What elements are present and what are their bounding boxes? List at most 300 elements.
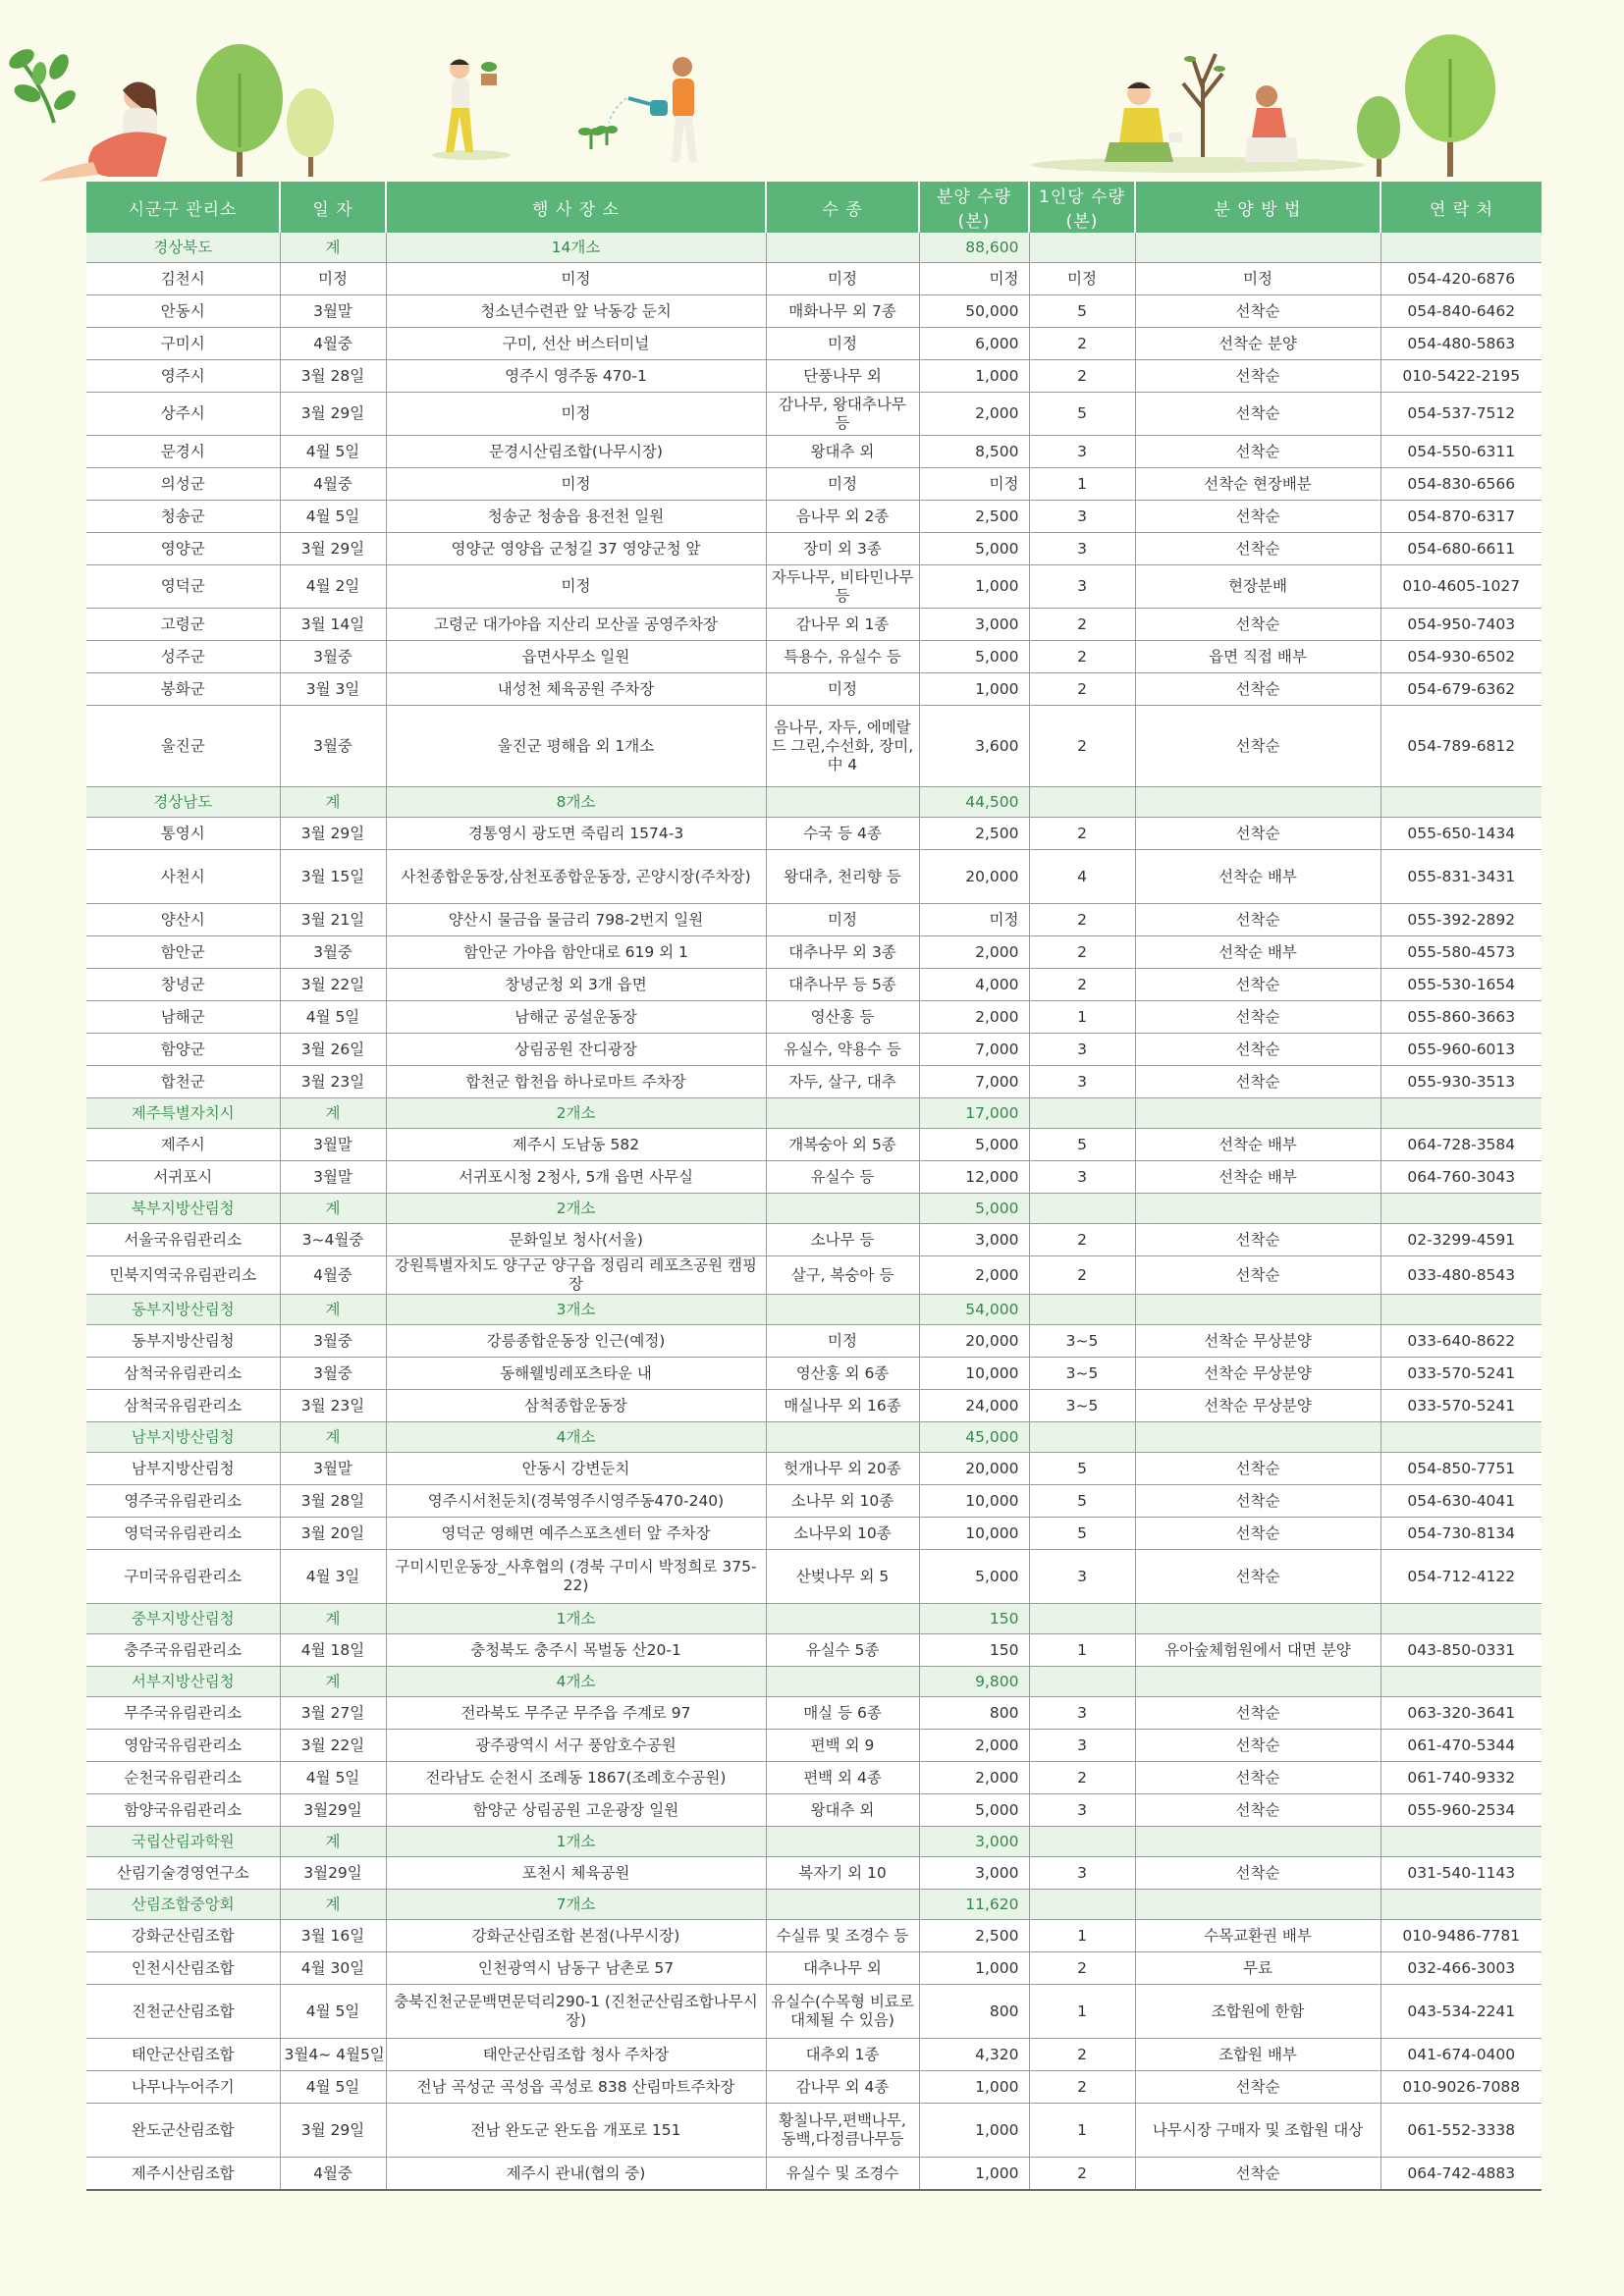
- cell-date: 3월 21일: [280, 904, 386, 936]
- cell-method: 선착순: [1135, 1697, 1380, 1730]
- cell-date: 3월 27일: [280, 1697, 386, 1730]
- cell-method: 선착순: [1135, 2071, 1380, 2104]
- cell-district: 완도군산림조합: [86, 2104, 280, 2158]
- cell-quantity: 4,000: [919, 969, 1029, 1001]
- cell-species: 음나무, 자두, 에메랄드 그린,수선화, 장미, 中 4: [766, 706, 919, 787]
- cell-district: 나무나누어주기: [86, 2071, 280, 2104]
- cell-per-person: 1: [1029, 2104, 1135, 2158]
- cell-species: 살구, 복숭아 등: [766, 1256, 919, 1295]
- cell-place: 미정: [386, 393, 766, 436]
- cell-quantity: 50,000: [919, 295, 1029, 328]
- table-row: [86, 1453, 1542, 1485]
- table-row: [86, 1920, 1542, 1952]
- cell-method: 선착순: [1135, 295, 1380, 328]
- cell-species: 영산홍 등: [766, 1001, 919, 1034]
- group-name: 산림조합중앙회: [86, 1890, 280, 1920]
- cell-date: 3월 14일: [280, 609, 386, 641]
- cell-contact: 054-550-6311: [1380, 436, 1542, 468]
- cell-quantity: 2,000: [919, 1730, 1029, 1762]
- group-place-count: 2개소: [386, 1098, 766, 1129]
- cell-per-person: 2: [1029, 641, 1135, 673]
- table-row: [86, 360, 1542, 393]
- cell-district: 남해군: [86, 1001, 280, 1034]
- group-contact: [1380, 787, 1542, 818]
- cell-method: 무료: [1135, 1952, 1380, 1985]
- cell-contact: 055-392-2892: [1380, 904, 1542, 936]
- cell-contact: 032-466-3003: [1380, 1952, 1542, 1985]
- cell-contact: 055-930-3513: [1380, 1066, 1542, 1098]
- cell-per-person: 2: [1029, 1224, 1135, 1256]
- cell-date: 3월중: [280, 1358, 386, 1390]
- table-row: [86, 533, 1542, 565]
- cell-place: 제주시 도남동 582: [386, 1129, 766, 1161]
- cell-species: 미정: [766, 673, 919, 706]
- cell-date: 3월 20일: [280, 1518, 386, 1550]
- group-place-count: 14개소: [386, 233, 766, 263]
- cell-method: 선착순: [1135, 1857, 1380, 1890]
- cell-method: 선착순: [1135, 1794, 1380, 1827]
- group-place-count: 8개소: [386, 787, 766, 818]
- cell-per-person: 3: [1029, 1034, 1135, 1066]
- group-summary-row: [86, 1098, 1542, 1129]
- table-row: [86, 2158, 1542, 2191]
- cell-quantity: 1,000: [919, 1952, 1029, 1985]
- cell-quantity: 10,000: [919, 1485, 1029, 1518]
- cell-place: 강원특별자치도 양구군 양구읍 정림리 레포츠공원 캠핑장: [386, 1256, 766, 1295]
- cell-date: 4월중: [280, 468, 386, 501]
- cell-species: 소나무외 10종: [766, 1518, 919, 1550]
- cell-quantity: 미정: [919, 468, 1029, 501]
- header-contact: 연 락 처: [1380, 182, 1542, 233]
- cell-district: 함양국유림관리소: [86, 1794, 280, 1827]
- cell-date: 3월 22일: [280, 969, 386, 1001]
- cell-district: 청송군: [86, 501, 280, 533]
- cell-species: 유실수(수목형 비료로 대체될 수 있음): [766, 1985, 919, 2039]
- cell-species: 대추나무 등 5종: [766, 969, 919, 1001]
- table-body: [86, 233, 1542, 2190]
- cell-place: 경통영시 광도면 죽림리 1574-3: [386, 818, 766, 850]
- cell-quantity: 2,500: [919, 1920, 1029, 1952]
- cell-district: 함양군: [86, 1034, 280, 1066]
- cell-method: 선착순: [1135, 1762, 1380, 1794]
- group-per-person: [1029, 233, 1135, 263]
- cell-place: 창녕군청 외 3개 읍면: [386, 969, 766, 1001]
- cell-per-person: 미정: [1029, 263, 1135, 295]
- group-method: [1135, 1422, 1380, 1453]
- cell-date: 3월중: [280, 936, 386, 969]
- cell-species: 편백 외 9: [766, 1730, 919, 1762]
- cell-date: 4월 2일: [280, 565, 386, 609]
- cell-district: 충주국유림관리소: [86, 1634, 280, 1667]
- header-place: 행 사 장 소: [386, 182, 766, 233]
- cell-species: 유실수 등: [766, 1161, 919, 1194]
- group-species: [766, 1295, 919, 1325]
- cell-quantity: 10,000: [919, 1358, 1029, 1390]
- cell-date: 3월 23일: [280, 1390, 386, 1422]
- table-row: [86, 2071, 1542, 2104]
- cell-district: 김천시: [86, 263, 280, 295]
- cell-district: 영주시: [86, 360, 280, 393]
- cell-place: 전라북도 무주군 무주읍 주계로 97: [386, 1697, 766, 1730]
- group-total: 17,000: [919, 1098, 1029, 1129]
- cell-place: 광주광역시 서구 풍암호수공원: [386, 1730, 766, 1762]
- group-name: 국립산림과학원: [86, 1827, 280, 1857]
- group-name: 남부지방산림청: [86, 1422, 280, 1453]
- header-method: 분 양 방 법: [1135, 182, 1380, 233]
- cell-per-person: 2: [1029, 706, 1135, 787]
- table-row: [86, 1256, 1542, 1295]
- group-date: 계: [280, 1194, 386, 1224]
- cell-contact: 054-480-5863: [1380, 328, 1542, 360]
- cell-method: 선착순 배부: [1135, 850, 1380, 904]
- cell-species: 미정: [766, 263, 919, 295]
- group-per-person: [1029, 787, 1135, 818]
- cell-quantity: 5,000: [919, 1794, 1029, 1827]
- group-total: 45,000: [919, 1422, 1029, 1453]
- tree-icon: [287, 88, 334, 177]
- cell-place: 인천광역시 남동구 남촌로 57: [386, 1952, 766, 1985]
- table-row: [86, 1034, 1542, 1066]
- cell-quantity: 2,000: [919, 936, 1029, 969]
- cell-method: 선착순: [1135, 1066, 1380, 1098]
- cell-date: 3월말: [280, 1129, 386, 1161]
- cell-contact: 054-870-6317: [1380, 501, 1542, 533]
- cell-method: 조합원 배부: [1135, 2039, 1380, 2071]
- group-species: [766, 1667, 919, 1697]
- cell-place: 상림공원 잔디광장: [386, 1034, 766, 1066]
- group-date: 계: [280, 1422, 386, 1453]
- sapling-icon: [1183, 54, 1225, 157]
- cell-place: 구미, 선산 버스터미널: [386, 328, 766, 360]
- cell-species: 영산홍 외 6종: [766, 1358, 919, 1390]
- table-row: [86, 969, 1542, 1001]
- table-row: [86, 1952, 1542, 1985]
- group-method: [1135, 787, 1380, 818]
- table-row: [86, 1485, 1542, 1518]
- cell-district: 울진군: [86, 706, 280, 787]
- cell-date: 3월중: [280, 1325, 386, 1358]
- cell-method: 선착순: [1135, 673, 1380, 706]
- seedling-distribution-table: [86, 182, 1542, 2191]
- group-contact: [1380, 1422, 1542, 1453]
- cell-place: 제주시 관내(협의 중): [386, 2158, 766, 2191]
- cell-contact: 054-730-8134: [1380, 1518, 1542, 1550]
- cell-species: 개복숭아 외 5종: [766, 1129, 919, 1161]
- group-name: 북부지방산림청: [86, 1194, 280, 1224]
- cell-date: 3월중: [280, 641, 386, 673]
- cell-district: 사천시: [86, 850, 280, 904]
- cell-method: 유아숲체험원에서 대면 분양: [1135, 1634, 1380, 1667]
- cell-per-person: 1: [1029, 1634, 1135, 1667]
- cell-place: 서귀포시청 2청사, 5개 읍면 사무실: [386, 1161, 766, 1194]
- group-method: [1135, 1194, 1380, 1224]
- group-date: 계: [280, 1295, 386, 1325]
- cell-species: 수국 등 4종: [766, 818, 919, 850]
- group-summary-row: [86, 1667, 1542, 1697]
- cell-quantity: 5,000: [919, 1129, 1029, 1161]
- cell-per-person: 5: [1029, 1518, 1135, 1550]
- cell-method: 선착순: [1135, 360, 1380, 393]
- cell-quantity: 8,500: [919, 436, 1029, 468]
- cell-per-person: 1: [1029, 1001, 1135, 1034]
- cell-district: 제주시: [86, 1129, 280, 1161]
- cell-district: 통영시: [86, 818, 280, 850]
- cell-quantity: 미정: [919, 263, 1029, 295]
- cell-contact: 055-960-2534: [1380, 1794, 1542, 1827]
- table-row: [86, 1161, 1542, 1194]
- group-total: 11,620: [919, 1890, 1029, 1920]
- cell-place: 미정: [386, 565, 766, 609]
- cell-per-person: 3~5: [1029, 1358, 1135, 1390]
- cell-district: 태안군산림조합: [86, 2039, 280, 2071]
- cell-per-person: 2: [1029, 673, 1135, 706]
- cell-quantity: 2,500: [919, 501, 1029, 533]
- cell-per-person: 3: [1029, 533, 1135, 565]
- cell-contact: 054-680-6611: [1380, 533, 1542, 565]
- cell-date: 3월 3일: [280, 673, 386, 706]
- group-name: 중부지방산림청: [86, 1604, 280, 1634]
- cell-method: 수목교환권 배부: [1135, 1920, 1380, 1952]
- group-method: [1135, 1098, 1380, 1129]
- kneeling-man-figure: [1245, 85, 1298, 162]
- header-date: 일 자: [280, 182, 386, 233]
- cell-contact: 054-420-6876: [1380, 263, 1542, 295]
- cell-per-person: 5: [1029, 1129, 1135, 1161]
- cell-quantity: 24,000: [919, 1390, 1029, 1422]
- cell-contact: 061-552-3338: [1380, 2104, 1542, 2158]
- group-place-count: 3개소: [386, 1295, 766, 1325]
- cell-per-person: 3: [1029, 565, 1135, 609]
- cell-place: 함안군 가야읍 함안대로 619 외 1: [386, 936, 766, 969]
- group-date: 계: [280, 233, 386, 263]
- cell-contact: 054-712-4122: [1380, 1550, 1542, 1604]
- cell-method: 선착순: [1135, 1550, 1380, 1604]
- cell-method: 선착순: [1135, 969, 1380, 1001]
- cell-quantity: 1,000: [919, 2104, 1029, 2158]
- header-species: 수 종: [766, 182, 919, 233]
- cell-method: 선착순 현장배분: [1135, 468, 1380, 501]
- cell-place: 영덕군 영해면 예주스포츠센터 앞 주차장: [386, 1518, 766, 1550]
- cell-quantity: 10,000: [919, 1518, 1029, 1550]
- table-row: [86, 501, 1542, 533]
- table-row: [86, 641, 1542, 673]
- cell-district: 강화군산림조합: [86, 1920, 280, 1952]
- group-date: 계: [280, 787, 386, 818]
- group-method: [1135, 1827, 1380, 1857]
- cell-date: 4월 3일: [280, 1550, 386, 1604]
- group-per-person: [1029, 1098, 1135, 1129]
- cell-district: 진천군산림조합: [86, 1985, 280, 2039]
- cell-date: 3월4~ 4월5일: [280, 2039, 386, 2071]
- cell-method: 조합원에 한함: [1135, 1985, 1380, 2039]
- cell-place: 고령군 대가야읍 지산리 모산골 공영주차장: [386, 609, 766, 641]
- cell-date: 4월중: [280, 1256, 386, 1295]
- cell-species: 헛개나무 외 20종: [766, 1453, 919, 1485]
- cell-species: 자두, 살구, 대추: [766, 1066, 919, 1098]
- cell-contact: 054-850-7751: [1380, 1453, 1542, 1485]
- cell-district: 구미국유림관리소: [86, 1550, 280, 1604]
- group-per-person: [1029, 1604, 1135, 1634]
- cell-place: 함양군 상림공원 고운광장 일원: [386, 1794, 766, 1827]
- cell-place: 강릉종합운동장 인근(예정): [386, 1325, 766, 1358]
- cell-contact: 010-9486-7781: [1380, 1920, 1542, 1952]
- group-summary-row: [86, 1295, 1542, 1325]
- group-contact: [1380, 1098, 1542, 1129]
- cell-method: 미정: [1135, 263, 1380, 295]
- group-method: [1135, 1295, 1380, 1325]
- cell-species: 단풍나무 외: [766, 360, 919, 393]
- table-row: [86, 468, 1542, 501]
- cell-contact: 010-4605-1027: [1380, 565, 1542, 609]
- cell-quantity: 5,000: [919, 641, 1029, 673]
- cell-place: 남해군 공설운동장: [386, 1001, 766, 1034]
- cell-district: 의성군: [86, 468, 280, 501]
- group-species: [766, 1827, 919, 1857]
- cell-date: 4월 5일: [280, 436, 386, 468]
- table-row: [86, 295, 1542, 328]
- cell-method: 현장분배: [1135, 565, 1380, 609]
- group-contact: [1380, 1827, 1542, 1857]
- table-row: [86, 706, 1542, 787]
- group-name: 동부지방산림청: [86, 1295, 280, 1325]
- cell-date: 4월중: [280, 2158, 386, 2191]
- table-row: [86, 393, 1542, 436]
- cell-species: 감나무, 왕대추나무 등: [766, 393, 919, 436]
- cell-per-person: 3~5: [1029, 1390, 1135, 1422]
- cell-place: 안동시 강변둔치: [386, 1453, 766, 1485]
- cell-contact: 064-760-3043: [1380, 1161, 1542, 1194]
- cell-contact: 061-740-9332: [1380, 1762, 1542, 1794]
- cell-place: 충청북도 충주시 목벌동 산20-1: [386, 1634, 766, 1667]
- cell-quantity: 5,000: [919, 1550, 1029, 1604]
- cell-method: 선착순: [1135, 436, 1380, 468]
- table-row: [86, 1794, 1542, 1827]
- table-row: [86, 850, 1542, 904]
- cell-contact: 063-320-3641: [1380, 1697, 1542, 1730]
- group-species: [766, 1098, 919, 1129]
- cell-contact: 033-570-5241: [1380, 1390, 1542, 1422]
- group-place-count: 4개소: [386, 1422, 766, 1453]
- cell-species: 미정: [766, 904, 919, 936]
- table-row: [86, 1550, 1542, 1604]
- cell-contact: 041-674-0400: [1380, 2039, 1542, 2071]
- cell-place: 영양군 영양읍 군청길 37 영양군청 앞: [386, 533, 766, 565]
- cell-species: 특용수, 유실수 등: [766, 641, 919, 673]
- cell-contact: 055-860-3663: [1380, 1001, 1542, 1034]
- cell-method: 선착순 배부: [1135, 1161, 1380, 1194]
- table-row: [86, 1697, 1542, 1730]
- cell-date: 4월 5일: [280, 501, 386, 533]
- kneeling-gardener-figure: [1105, 81, 1182, 162]
- cell-method: 선착순: [1135, 1518, 1380, 1550]
- cell-contact: 055-831-3431: [1380, 850, 1542, 904]
- cell-quantity: 800: [919, 1697, 1029, 1730]
- group-place-count: 1개소: [386, 1604, 766, 1634]
- cell-contact: 043-850-0331: [1380, 1634, 1542, 1667]
- cell-place: 내성천 체육공원 주차장: [386, 673, 766, 706]
- cell-contact: 033-570-5241: [1380, 1358, 1542, 1390]
- group-method: [1135, 1667, 1380, 1697]
- cell-method: 선착순: [1135, 533, 1380, 565]
- cell-method: 선착순: [1135, 2158, 1380, 2191]
- cell-per-person: 5: [1029, 1453, 1135, 1485]
- cell-method: 선착순 무상분양: [1135, 1390, 1380, 1422]
- group-contact: [1380, 1295, 1542, 1325]
- cell-quantity: 20,000: [919, 1453, 1029, 1485]
- cell-contact: 055-650-1434: [1380, 818, 1542, 850]
- sprout-icon: [578, 126, 618, 149]
- cell-species: 산벚나무 외 5: [766, 1550, 919, 1604]
- cell-per-person: 2: [1029, 328, 1135, 360]
- cell-quantity: 3,000: [919, 1224, 1029, 1256]
- cell-date: 3월말: [280, 295, 386, 328]
- cell-quantity: 2,000: [919, 1256, 1029, 1295]
- cell-contact: 054-930-6502: [1380, 641, 1542, 673]
- cell-place: 전라남도 순천시 조례동 1867(조례호수공원): [386, 1762, 766, 1794]
- cell-per-person: 3~5: [1029, 1325, 1135, 1358]
- cell-species: 편백 외 4종: [766, 1762, 919, 1794]
- group-per-person: [1029, 1890, 1135, 1920]
- cell-date: 3월 29일: [280, 818, 386, 850]
- group-summary-row: [86, 233, 1542, 263]
- cell-district: 순천국유림관리소: [86, 1762, 280, 1794]
- cell-method: 선착순: [1135, 393, 1380, 436]
- cell-per-person: 1: [1029, 1920, 1135, 1952]
- cell-district: 무주국유림관리소: [86, 1697, 280, 1730]
- cell-method: 선착순: [1135, 1034, 1380, 1066]
- table-row: [86, 1066, 1542, 1098]
- cell-contact: 064-728-3584: [1380, 1129, 1542, 1161]
- cell-quantity: 3,000: [919, 609, 1029, 641]
- header-district: 시군구 관리소: [86, 182, 280, 233]
- cell-place: 구미시민운동장_사후협의 (경북 구미시 박정희로 375-22): [386, 1550, 766, 1604]
- cell-method: 선착순: [1135, 1256, 1380, 1295]
- cell-date: 4월 30일: [280, 1952, 386, 1985]
- cell-date: 3월중: [280, 706, 386, 787]
- cell-per-person: 2: [1029, 936, 1135, 969]
- group-place-count: 7개소: [386, 1890, 766, 1920]
- cell-per-person: 3: [1029, 1794, 1135, 1827]
- group-contact: [1380, 1667, 1542, 1697]
- table-row: [86, 1762, 1542, 1794]
- cell-method: 선착순: [1135, 609, 1380, 641]
- cell-place: 동해웰빙레포츠타운 내: [386, 1358, 766, 1390]
- table-row: [86, 328, 1542, 360]
- cell-species: 황칠나무,편백나무, 동백,다정큼나무등: [766, 2104, 919, 2158]
- group-species: [766, 1604, 919, 1634]
- group-place-count: 4개소: [386, 1667, 766, 1697]
- cell-place: 전남 완도군 완도읍 개포로 151: [386, 2104, 766, 2158]
- cell-per-person: 5: [1029, 295, 1135, 328]
- cell-contact: 010-5422-2195: [1380, 360, 1542, 393]
- cell-date: 미정: [280, 263, 386, 295]
- cell-species: 유실수 및 조경수: [766, 2158, 919, 2191]
- cell-district: 영덕국유림관리소: [86, 1518, 280, 1550]
- table-row: [86, 2104, 1542, 2158]
- cell-species: 감나무 외 4종: [766, 2071, 919, 2104]
- cell-species: 왕대추, 천리향 등: [766, 850, 919, 904]
- cell-date: 4월 5일: [280, 1985, 386, 2039]
- cell-method: 선착순: [1135, 904, 1380, 936]
- group-summary-row: [86, 1194, 1542, 1224]
- group-name: 제주특별자치시: [86, 1098, 280, 1129]
- cell-per-person: 4: [1029, 850, 1135, 904]
- cell-district: 동부지방산림청: [86, 1325, 280, 1358]
- cell-date: 3월 29일: [280, 533, 386, 565]
- cell-place: 포천시 체육공원: [386, 1857, 766, 1890]
- cell-species: 수실류 및 조경수 등: [766, 1920, 919, 1952]
- cell-date: 3월 26일: [280, 1034, 386, 1066]
